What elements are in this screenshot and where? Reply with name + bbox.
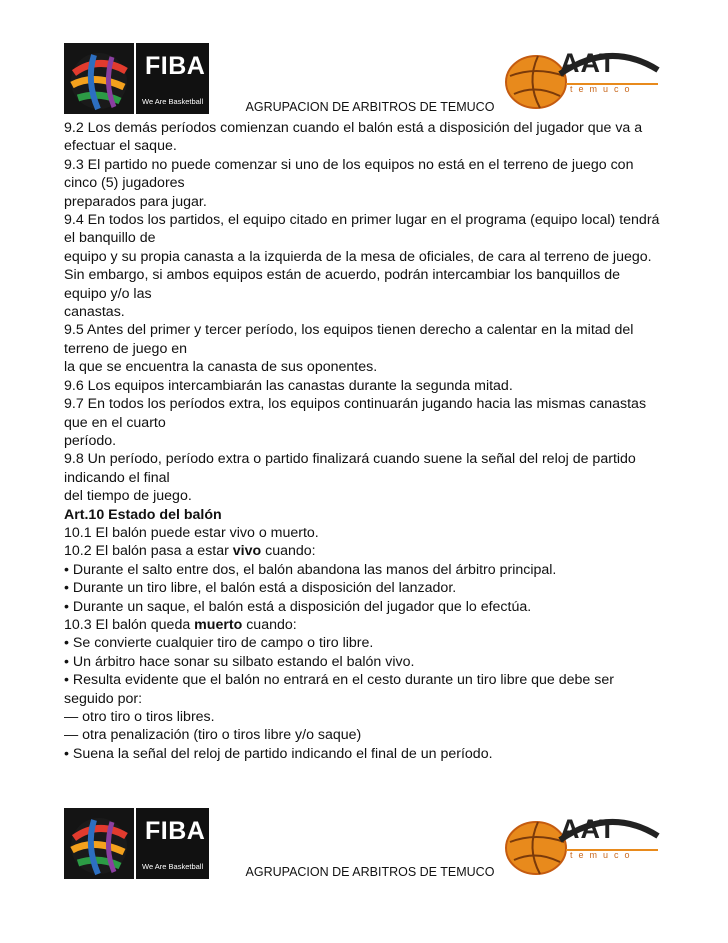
text-line: • Durante un tiro libre, el balón está a disposición del lanzador. (64, 580, 457, 597)
fiba-tagline: We Are Basketball (142, 97, 204, 106)
text-line: preparados para jugar. (64, 193, 207, 210)
text-line: que en el cuarto (64, 414, 166, 431)
text-line: • Suena la señal del reloj de partido indicando el final de un período. (64, 745, 493, 762)
text-line (64, 542, 664, 560)
emphasis-text: vivo (232, 543, 262, 560)
section-heading: Art.10 Estado del balón (64, 506, 222, 523)
aat-subtitle: temuco (570, 84, 636, 94)
text-run: cuando: (261, 543, 316, 560)
text-line: 9.7 En todos los períodos extra, los equipos continuarán jugando hacia las mismas canastas (64, 396, 647, 413)
text-line: — otro tiro o tiros libres. (64, 709, 215, 725)
text-line: cinco (5) jugadores (64, 175, 185, 192)
text-run: 10.3 El balón queda (64, 616, 195, 633)
text-line (64, 616, 664, 634)
text-run: 10.2 El balón pasa a estar (64, 543, 233, 560)
text-line: 9.3 El partido no puede comenzar si uno de los equipos no está en el terreno de juego con (64, 156, 634, 173)
fiba-word: FIBA (145, 52, 206, 80)
text-line: Sin embargo, si ambos equipos están de acuerdo, podrán intercambiar los banquillos de (64, 267, 621, 284)
text-line: efectuar el saque. (64, 138, 177, 155)
text-line: • Se convierte cualquier tiro de campo o tiro libre. (64, 635, 374, 652)
text-line: 9.6 Los equipos intercambiarán las canastas durante la segunda mitad. (64, 377, 513, 394)
text-line: • Durante el salto entre dos, el balón abandona las manos del árbitro principal. (64, 561, 557, 578)
org-name-text: AGRUPACION DE ARBITROS DE TEMUCO (245, 100, 495, 114)
text-line: canastas. (64, 304, 125, 321)
text-line: período. (64, 432, 117, 449)
text-line: — otra penalización (tiro o tiros libre y/o saque) (64, 727, 362, 744)
fiba-tagline: We Are Basketball (142, 862, 204, 871)
aat-wordmark: AAT (560, 814, 617, 844)
text-line: 9.5 Antes del primer y tercer período, los equipos tienen derecho a calentar en la mitad del (64, 322, 634, 339)
text-line: • Un árbitro hace sonar su silbato estando el balón vivo. (64, 653, 415, 670)
text-line: indicando el final (64, 469, 170, 486)
document-body (64, 119, 664, 763)
emphasis-text: muerto (194, 616, 243, 633)
org-name-footer (0, 865, 728, 879)
text-line: terreno de juego en (64, 340, 188, 357)
aat-subtitle: temuco (570, 850, 636, 860)
text-line: • Resulta evidente que el balón no entrará en el cesto durante un tiro libre que debe ser (64, 672, 614, 689)
text-line: 9.8 Un período, período extra o partido finalizará cuando suene la señal del reloj de partido (64, 451, 636, 468)
text-line: la que se encuentra la canasta de sus oponentes. (64, 359, 378, 376)
aat-wordmark: AAT (560, 48, 617, 78)
text-line: el banquillo de (64, 230, 156, 247)
text-run: cuando: (242, 616, 297, 633)
text-line: del tiempo de juego. (64, 488, 192, 505)
fiba-word: FIBA (145, 817, 206, 845)
text-line: • Durante un saque, el balón está a disposición del jugador que lo efectúa. (64, 598, 532, 615)
text-line: equipo y su propia canasta a la izquierda de la mesa de oficiales, de cara al terreno de juego. (64, 248, 652, 265)
org-name-header (0, 100, 728, 114)
text-line: 10.1 El balón puede estar vivo o muerto. (64, 524, 319, 541)
text-line: 9.4 En todos los partidos, el equipo citado en primer lugar en el programa (equipo local) tendrá (64, 212, 660, 229)
org-name-text: AGRUPACION DE ARBITROS DE TEMUCO (245, 865, 495, 879)
text-line: 9.2 Los demás períodos comienzan cuando el balón está a disposición del jugador que va a (64, 120, 643, 136)
text-line: seguido por: (64, 690, 143, 707)
text-line: equipo y/o las (64, 285, 152, 302)
